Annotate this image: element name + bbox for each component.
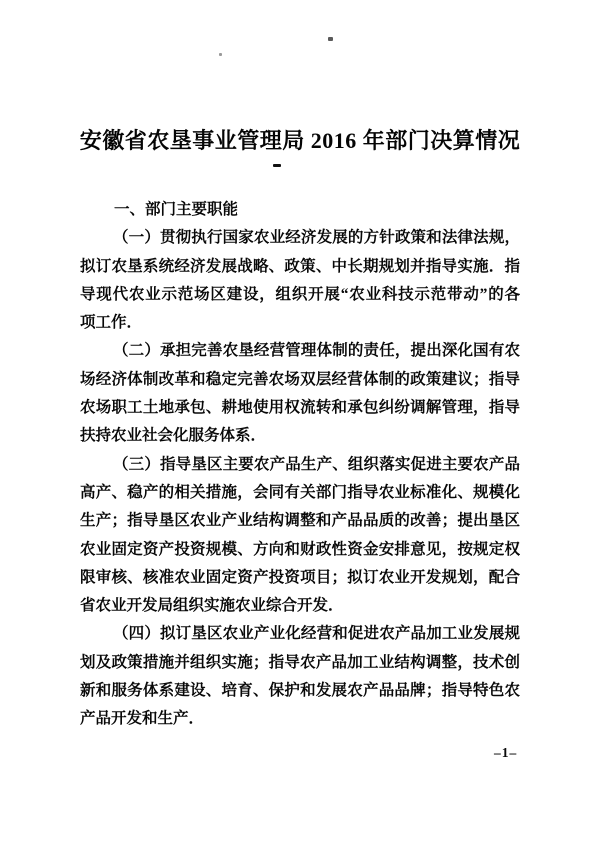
body-line: 拟订农垦系统经济发展战略、政策、中长期规划并指导实施．指: [80, 257, 520, 275]
scan-speck: [219, 53, 222, 56]
scan-speck: [328, 37, 333, 41]
body-line: 农场职工土地承包、耕地使用权流转和承包纠纷调解管理，指导: [80, 399, 520, 417]
body-line: 划及政策措施并组织实施；指导农产品加工业结构调整，技术创: [80, 653, 520, 671]
stray-dash-mark: [273, 164, 281, 167]
body-line: 项工作．: [80, 314, 143, 332]
body-line: 新和服务体系建设、培育、保护和发展农产品品牌；指导特色农: [80, 682, 520, 700]
body-line: （一）贯彻执行国家农业经济发展的方针政策和法律法规，: [113, 229, 520, 247]
body-paragraph: [80, 620, 520, 733]
document-title: 安徽省农垦事业管理局 2016 年部门决算情况: [79, 128, 521, 153]
body-line: 扶持农业社会化服务体系．: [80, 427, 267, 445]
body-line: 场经济体制改革和稳定完善农场双层经营体制的政策建议；指导: [80, 370, 520, 388]
section-heading: 一、部门主要职能: [114, 201, 239, 218]
body-line: 限审核、核准农业固定资产投资项目；拟订农业开发规划，配合: [80, 568, 520, 586]
body-line: 农业固定资产投资规模、方向和财政性资金安排意见，按规定权: [80, 540, 520, 558]
body-line: 高产、稳产的相关措施，会同有关部门指导农业标准化、规模化: [80, 483, 520, 501]
body-line: 导现代农业示范场区建设，组织开展“农业科技示范带动”的各: [80, 285, 520, 303]
body-line: 省农业开发局组织实施农业综合开发．: [80, 597, 344, 615]
body-paragraphs: [80, 224, 520, 733]
body-line: 产品开发和生产．: [80, 710, 205, 728]
page-number: –1–: [494, 745, 518, 760]
body-line: （四）拟订垦区农业产业化经营和促进农产品加工业发展规: [113, 625, 520, 643]
body-line: （二）承担完善农垦经营管理体制的责任，提出深化国有农: [113, 342, 520, 360]
body-paragraph: [80, 224, 520, 337]
body-line: 生产；指导垦区农业产业结构调整和产品品质的改善；提出垦区: [80, 512, 520, 530]
body-paragraph: [80, 451, 520, 621]
document-body: [80, 196, 520, 734]
body-paragraph: [80, 337, 520, 450]
body-line: （三）指导垦区主要农产品生产、组织落实促进主要农产品: [113, 455, 520, 473]
